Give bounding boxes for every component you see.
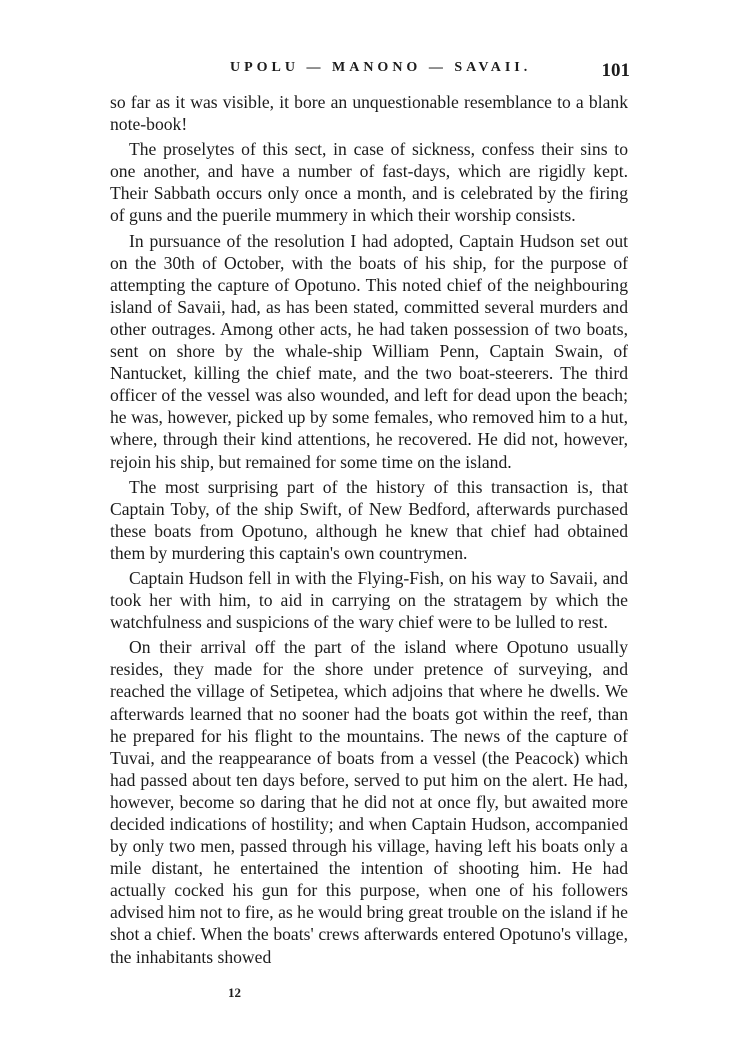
paragraph-continuation: so far as it was visible, it bore an unquestionable resemblance to a blank note-book! xyxy=(110,92,628,135)
paragraph-arrival: On their arrival off the part of the island where Opotuno usually resides, they made for the shore under pretence of surveying, and reached the village of Setipetea, which adjoins that where he dwells. We afterwards learned that no sooner had the boats got within the reef, than he prepared for his flight to the mountains. The news of the capture of Tuvai, and the reappearance of boats from a vessel (the Peacock) which had passed about ten days before, served to put him on the alert. He had, however, become so daring that he did not at once fly, but awaited more decided indications of hostility; and when Captain Hudson, accompanied by only two men, passed through his village, having left his boats only a mile distant, he entertained the intention of shooting him. He had actually cocked his gun for this purpose, when one of his followers advised him not to fire, as he would bring great trouble on the island if he shot a chief. When the boats' crews afterwards entered Opotuno's village, the inhabitants showed xyxy=(110,637,628,967)
running-title: UPOLU — MANONO — SAVAII. xyxy=(230,60,532,75)
paragraph-hudson-expedition: In pursuance of the resolution I had adopted, Captain Hudson set out on the 30th of October, with the boats of his ship, for the purpose of attempting the capture of Opotuno. This noted chief of the neighbouring island of Savaii, had, as has been stated, committed several murders and other outrages. Among other acts, he had taken possession of two boats, sent on shore by the whale-ship William Penn, Captain Swain, of Nantucket, killing the chief mate, and the two boat-steerers. The third officer of the vessel was also wounded, and left for dead upon the beach; he was, however, picked up by some females, who removed him to a hut, where, through their kind attentions, he recovered. He did not, however, rejoin his ship, but remained for some time on the island. xyxy=(110,230,628,472)
page-header xyxy=(110,58,630,88)
signature-mark: 12 xyxy=(228,985,241,1000)
body-text xyxy=(110,91,628,968)
paragraph-flying-fish: Captain Hudson fell in with the Flying-Fish, on his way to Savaii, and took her with him, to aid in carrying on the stratagem by which the watchfulness and suspicions of the wary chief were to be lulled to rest. xyxy=(110,567,628,633)
paragraph-captain-toby: The most surprising part of the history of this transaction is, that Captain Toby, of the ship Swift, of New Bedford, afterwards purchased these boats from Opotuno, although he knew that chief had obtained them by murdering this captain's own countrymen. xyxy=(110,476,628,563)
paragraph-proselytes: The proselytes of this sect, in case of sickness, confess their sins to one another, and have a number of fast-days, which are rigidly kept. Their Sabbath occurs only once a month, and is celebrated by the firing of guns and the puerile mummery in which their worship consists. xyxy=(110,139,628,226)
page-number: 101 xyxy=(601,60,630,81)
